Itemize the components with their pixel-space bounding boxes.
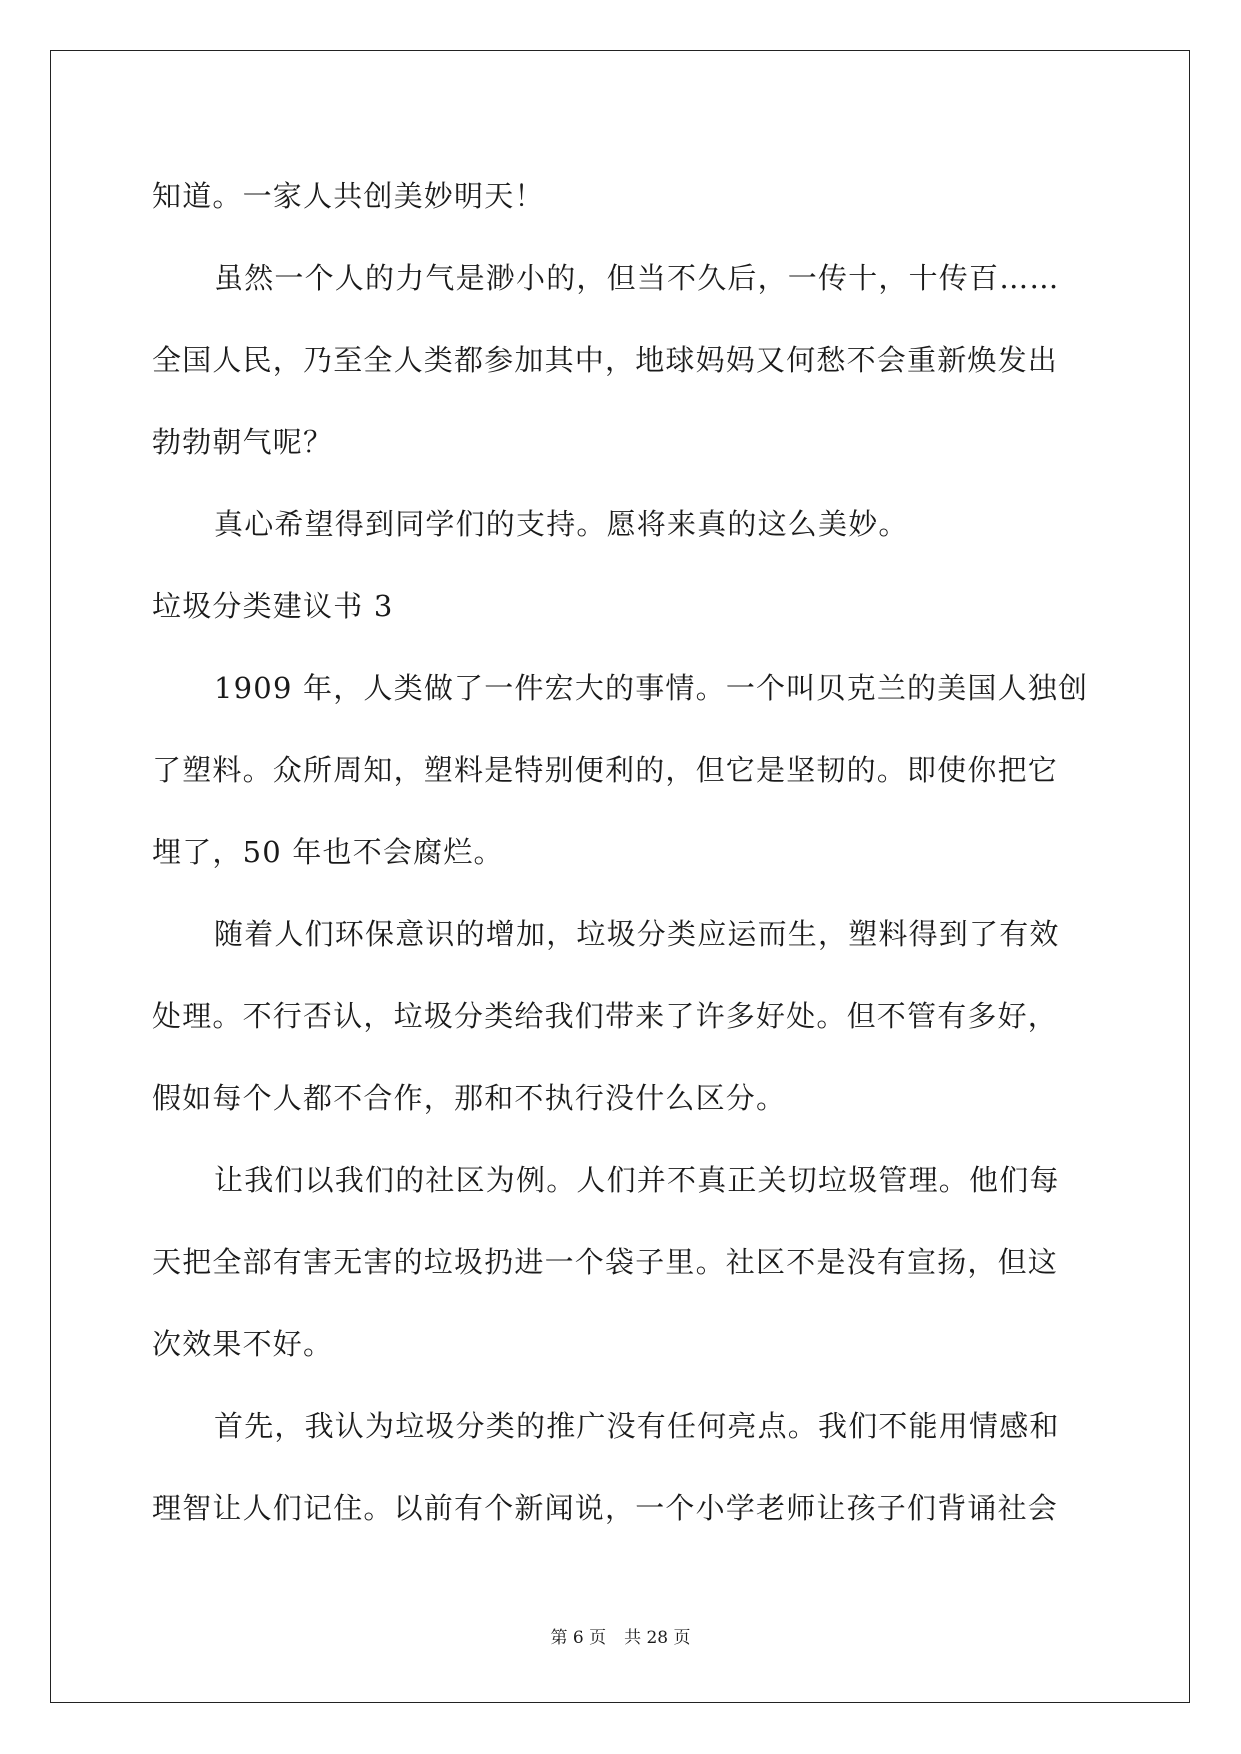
section-heading: 垃圾分类建议书 3 — [152, 589, 394, 623]
text-line: 埋了，50 年也不会腐烂。 — [152, 835, 504, 869]
text-line: 全国人民，乃至全人类都参加其中，地球妈妈又何愁不会重新焕发出 — [152, 343, 1059, 377]
page-footer — [0, 1628, 1241, 1648]
paragraph-line: 首先，我认为垃圾分类的推广没有任何亮点。我们不能用情感和 — [214, 1409, 1060, 1443]
document-body — [152, 155, 1092, 1549]
text-line: 天把全部有害无害的垃圾扔进一个袋子里。社区不是没有宣扬，但这 — [152, 1245, 1059, 1279]
paragraph-line: 真心希望得到同学们的支持。愿将来真的这么美妙。 — [214, 507, 909, 541]
paragraph-line: 随着人们环保意识的增加，垃圾分类应运而生，塑料得到了有效 — [214, 917, 1060, 951]
total-pages: 共 28 页 — [624, 1628, 691, 1648]
text-line: 了塑料。众所周知，塑料是特别便利的，但它是坚韧的。即使你把它 — [152, 753, 1059, 787]
text-line: 次效果不好。 — [152, 1327, 334, 1361]
text-line: 知道。一家人共创美妙明天！ — [152, 179, 545, 213]
text-line: 假如每个人都不合作，那和不执行没什么区分。 — [152, 1081, 787, 1115]
text-line: 勃勃朝气呢？ — [152, 425, 334, 459]
paragraph-line: 1909 年，人类做了一件宏大的事情。一个叫贝克兰的美国人独创 — [214, 671, 1089, 705]
text-line: 处理。不行否认，垃圾分类给我们带来了许多好处。但不管有多好， — [152, 999, 1059, 1033]
paragraph-line: 虽然一个人的力气是渺小的，但当不久后，一传十，十传百…… — [214, 261, 1060, 295]
page-number: 第 6 页 — [550, 1628, 607, 1648]
paragraph-line: 让我们以我们的社区为例。人们并不真正关切垃圾管理。他们每 — [214, 1163, 1060, 1197]
text-line: 理智让人们记住。以前有个新闻说，一个小学老师让孩子们背诵社会 — [152, 1491, 1059, 1525]
